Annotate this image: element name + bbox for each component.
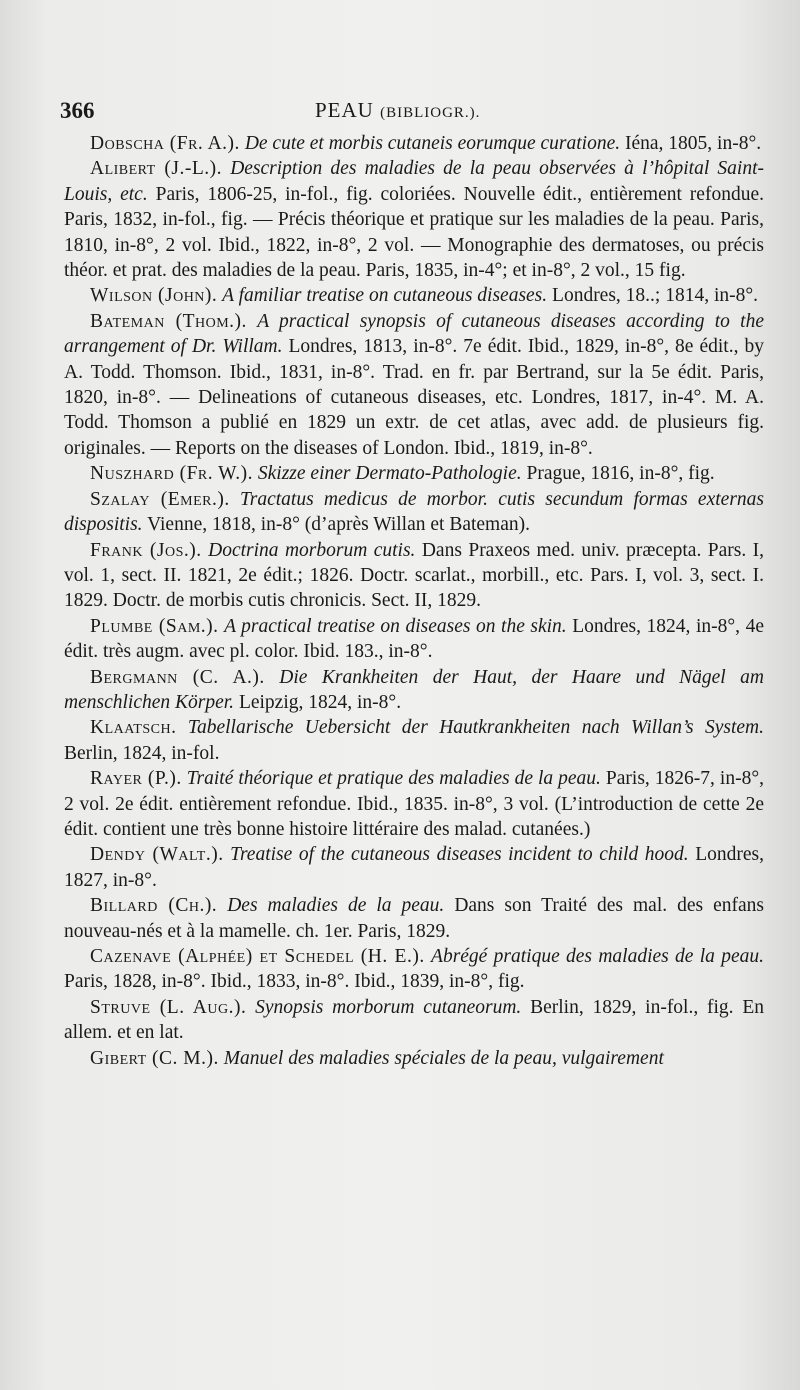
entry-details: Dans Praxeos med. univ. præcepta. Pars. I, vol. 1, sect. II. 1821, 2e édit.; 1826. Doctr. scarlat., morbill., etc. Pars. I, vol. 3, sect. I. 1829. Doctr. de morbis cutis chronicis. Sect. II, 1829. bbox=[64, 539, 765, 612]
entry-author: Bateman (Thom.). bbox=[90, 310, 247, 332]
entry-author: Gibert (C. M.). bbox=[90, 1047, 219, 1069]
entry-title: A practical treatise on diseases on the skin. bbox=[224, 615, 567, 637]
entry-author: Alibert (J.-L.). bbox=[90, 158, 223, 180]
entry-details: Berlin, 1824, in-fol. bbox=[64, 742, 220, 764]
running-head bbox=[315, 98, 480, 123]
entry-details: Londres, 1813, in-8°. 7e édit. Ibid., 1829, in-8°, 8e édit., by A. Todd. Thomson. Ibid., 1831, in-8°. Trad. en fr. par Bertrand, sur la 5e édit. Paris, 1820, in-8°. — Delineations of cutaneous diseases, etc. Londres, 1817, in-4°. M. A. Todd. Thomson a publié en 1829 un extr. de cet atlas, avec add. de plusieurs fig. originales. — Reports on the diseases of London. Ibid., 1819, in-8°. bbox=[64, 336, 764, 459]
entry-author: Struve (L. Aug.). bbox=[90, 996, 247, 1018]
bibliography-entry bbox=[64, 614, 764, 665]
entry-author: Cazenave (Alphée) et Schedel (H. E.). bbox=[90, 946, 425, 967]
entry-details: Londres, 1824, in-8°, 4e édit. très augm. avec pl. color. Ibid. 183., in-8°. bbox=[64, 615, 764, 663]
entry-title: Doctrina morborum cutis. bbox=[208, 539, 416, 561]
entry-title: Manuel des maladies spéciales de la peau, vulgairement bbox=[223, 1047, 664, 1069]
entry-title: Die Krankheiten der Haut, der Haare und Nägel am menschlichen Körper. bbox=[64, 666, 764, 713]
bibliography-entry bbox=[64, 131, 764, 156]
entry-author: Wilson (John). bbox=[90, 285, 218, 307]
entry-author: Klaatsch. bbox=[90, 717, 177, 739]
entry-author: Dobscha (Fr. A.). bbox=[90, 133, 240, 154]
entry-title: Skizze einer Dermato-Pathologie. bbox=[257, 463, 522, 485]
page-number: 366 bbox=[60, 98, 95, 123]
running-head-sub: (BIBLIOGR.). bbox=[380, 105, 481, 121]
bibliography-entry bbox=[64, 995, 764, 1046]
entry-title: Description des maladies de la peau observées à l’hôpital Saint-Louis, etc. bbox=[64, 158, 765, 205]
entry-title: De cute et morbis cutaneis eorumque curatione. bbox=[244, 133, 621, 154]
entry-details: Paris, 1806-25, in-fol., fig. coloriées. Nouvelle édit., entièrement refondue. Paris, 1832, in-fol., fig. — Précis théorique et pratique sur les maladies de la peau. Paris, 1810, in-8°, 2 vol. Ibid., 1822, in-8°, 2 vol. — Monographie des dermatoses, ou précis théor. et prat. des maladies de la peau. Paris, 1835, in-4°; et in-8°, 2 vol., 15 fig. bbox=[64, 183, 764, 282]
entry-title: Des maladies de la peau. bbox=[227, 895, 445, 917]
bibliography-entry bbox=[64, 766, 764, 842]
bibliography-entry bbox=[64, 283, 764, 308]
entry-author: Plumbe (Sam.). bbox=[90, 615, 219, 637]
entry-details: Londres, 18..; 1814, in-8°. bbox=[547, 285, 759, 307]
entry-author: Billard (Ch.). bbox=[90, 895, 218, 917]
entry-details: Londres, 1827, in-8°. bbox=[64, 844, 765, 891]
entry-author: Rayer (P.). bbox=[90, 768, 182, 790]
bibliography-list bbox=[64, 131, 764, 1071]
bibliography-entry bbox=[64, 309, 764, 461]
entry-title: Tabellarische Uebersicht der Hautkrankheiten nach Willan’s System. bbox=[187, 717, 764, 739]
bibliography-entry bbox=[64, 1046, 764, 1071]
entry-author: Dendy (Walt.). bbox=[90, 844, 224, 866]
running-head-main: PEAU bbox=[315, 98, 374, 122]
entry-title: A familiar treatise on cutaneous diseases. bbox=[222, 285, 548, 307]
entry-details: Dans son Traité des mal. des enfans nouveau-nés et à la mamelle. ch. 1er. Paris, 1829. bbox=[64, 895, 765, 942]
bibliography-entry bbox=[64, 665, 764, 716]
entry-author: Bergmann (C. A.). bbox=[90, 666, 265, 688]
entry-title: Abrégé pratique des maladies de la peau. bbox=[431, 946, 764, 967]
entry-details: Paris, 1826-7, in-8°, 2 vol. 2e édit. entièrement refondue. Ibid., 1835. in-8°, 3 vol. (L’introduction de cette 2e édit. contient une très bonne histoire littéraire des malad. cutanées.) bbox=[64, 768, 764, 840]
entry-details: Leipzig, 1824, in-8°. bbox=[234, 691, 402, 713]
entry-title: Traité théorique et pratique des maladies de la peau. bbox=[186, 768, 601, 790]
entry-details: Prague, 1816, in-8°, fig. bbox=[521, 463, 715, 485]
entry-author: Szalay (Emer.). bbox=[90, 488, 230, 510]
bibliography-entry bbox=[64, 944, 764, 995]
entry-title: A practical synopsis of cutaneous diseases according to the arrangement of Dr. Willam. bbox=[64, 310, 765, 358]
entry-author: Nuszhard (Fr. W.). bbox=[90, 463, 254, 485]
entry-author: Frank (Jos.). bbox=[90, 539, 202, 561]
entry-details: Iéna, 1805, in-8°. bbox=[620, 133, 762, 154]
bibliography-entry bbox=[64, 487, 764, 538]
entry-details: Berlin, 1829, in-fol., fig. En allem. et en lat. bbox=[64, 996, 764, 1044]
bibliography-entry bbox=[64, 461, 764, 486]
page-header bbox=[60, 98, 750, 128]
bibliography-entry bbox=[64, 893, 764, 944]
bibliography-entry bbox=[64, 842, 764, 893]
entry-title: Tractatus medicus de morbor. cutis secundum formas externas dispositis. bbox=[64, 488, 764, 536]
bibliography-entry bbox=[64, 156, 764, 283]
bibliography-entry bbox=[64, 538, 764, 614]
bibliography-entry bbox=[64, 715, 764, 766]
entry-details: Paris, 1828, in-8°. Ibid., 1833, in-8°. Ibid., 1839, in-8°, fig. bbox=[64, 971, 525, 993]
entry-details: Vienne, 1818, in-8° (d’après Willan et Bateman). bbox=[142, 514, 530, 536]
entry-title: Synopsis morborum cutaneorum. bbox=[255, 996, 522, 1018]
entry-title: Treatise of the cutaneous diseases incident to child hood. bbox=[230, 844, 689, 866]
